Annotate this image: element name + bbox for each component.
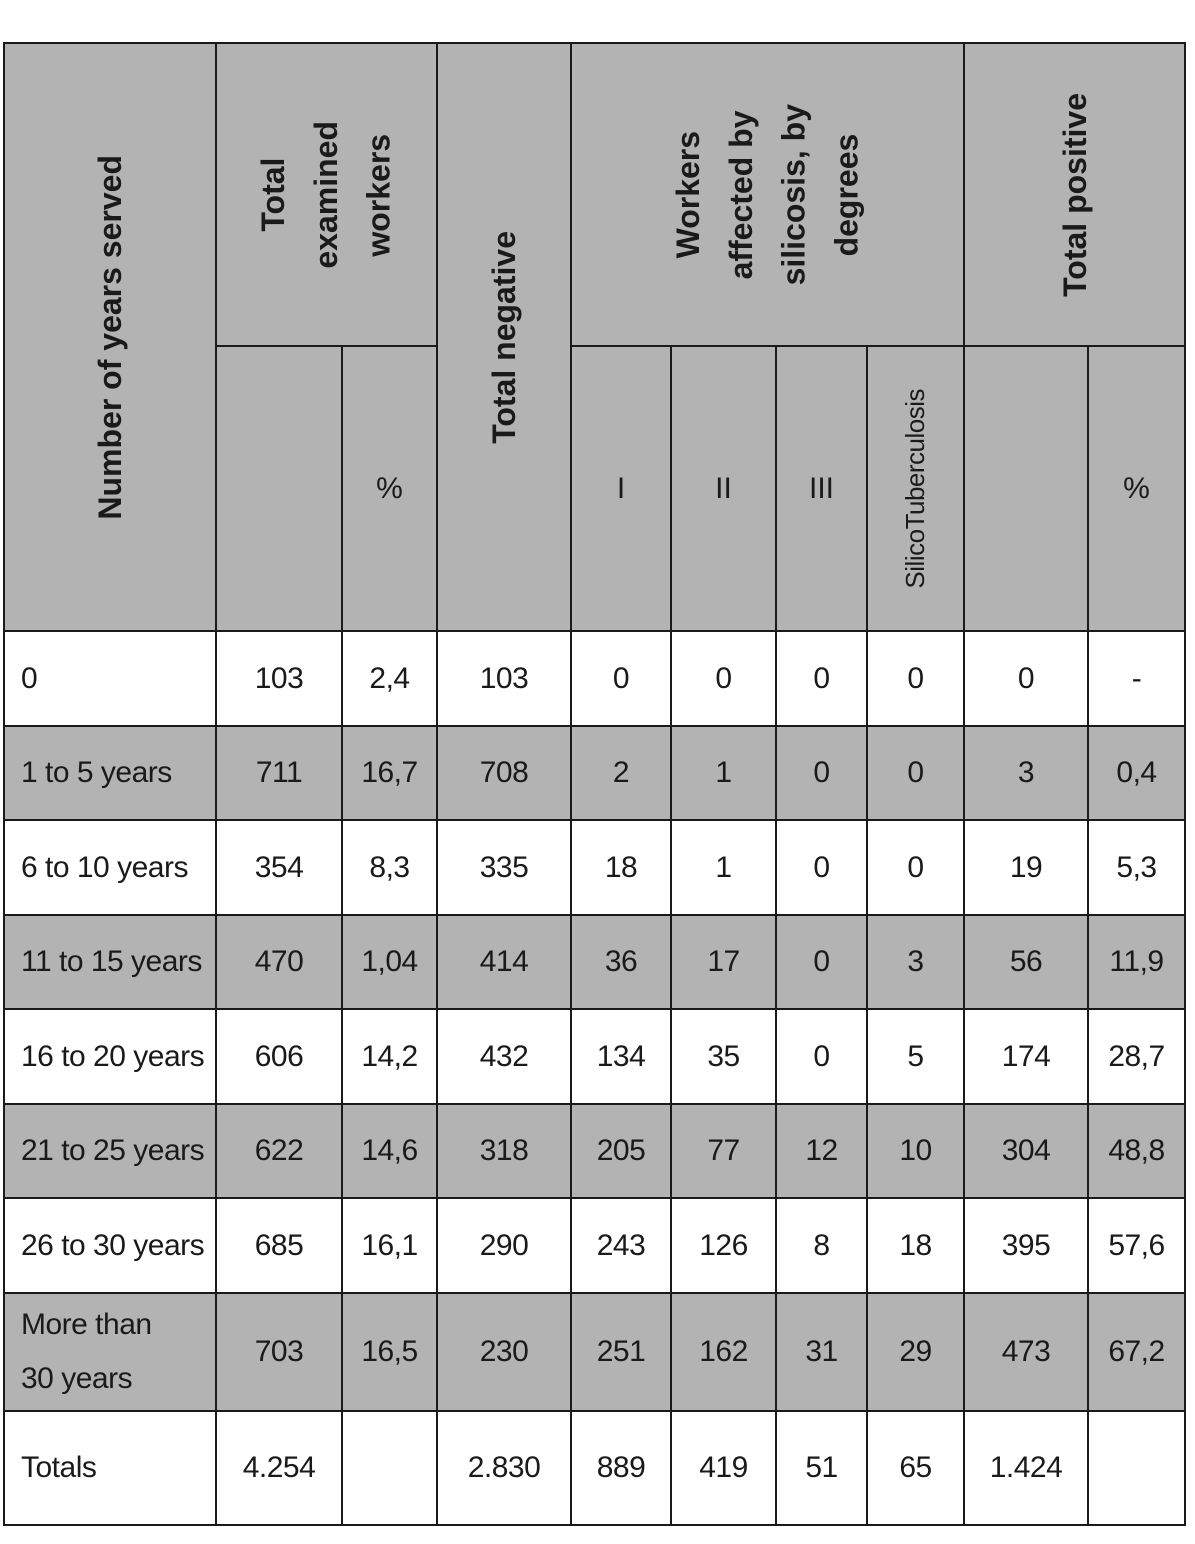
totals-degree-1: 889	[571, 1411, 671, 1525]
cell-examined-pct: 16,5	[342, 1293, 437, 1411]
header-affected-by-degree	[571, 43, 964, 346]
cell-positive-pct: 28,7	[1088, 1009, 1185, 1104]
header-degree-2: II	[671, 346, 776, 631]
cell-degree-1: 36	[571, 915, 671, 1009]
cell-examined-pct: 2,4	[342, 631, 437, 726]
cell-degree-3: 0	[776, 820, 867, 915]
cell-positive: 395	[964, 1198, 1088, 1293]
header-affected-line: affected by	[722, 110, 759, 279]
row-label: 16 to 20 years	[4, 1009, 216, 1104]
table-row	[4, 820, 1185, 915]
table-row	[4, 1009, 1185, 1104]
totals-examined-pct	[342, 1411, 437, 1525]
cell-negative: 318	[437, 1104, 571, 1198]
header-affected-line: Workers	[669, 130, 706, 259]
totals-row	[4, 1411, 1185, 1525]
cell-degree-2: 1	[671, 726, 776, 820]
cell-examined: 711	[216, 726, 342, 820]
table-row	[4, 1293, 1185, 1411]
cell-degree-2: 17	[671, 915, 776, 1009]
cell-degree-1: 0	[571, 631, 671, 726]
cell-negative: 335	[437, 820, 571, 915]
table-row	[4, 1104, 1185, 1198]
cell-examined: 103	[216, 631, 342, 726]
cell-positive-pct: 57,6	[1088, 1198, 1185, 1293]
cell-degree-1: 243	[571, 1198, 671, 1293]
cell-positive-pct: 67,2	[1088, 1293, 1185, 1411]
cell-negative: 414	[437, 915, 571, 1009]
cell-examined-pct: 1,04	[342, 915, 437, 1009]
totals-silicotuberculosis: 65	[867, 1411, 964, 1525]
cell-positive: 473	[964, 1293, 1088, 1411]
cell-positive-pct: 48,8	[1088, 1104, 1185, 1198]
row-label: 21 to 25 years	[4, 1104, 216, 1198]
header-affected-line: silicosis, by	[775, 103, 812, 286]
cell-silicotuberculosis: 29	[867, 1293, 964, 1411]
cell-positive: 56	[964, 915, 1088, 1009]
cell-degree-3: 31	[776, 1293, 867, 1411]
cell-degree-2: 1	[671, 820, 776, 915]
silicosis-table	[3, 42, 1186, 1526]
cell-positive-pct: 11,9	[1088, 915, 1185, 1009]
cell-examined: 354	[216, 820, 342, 915]
header-degree-3: III	[776, 346, 867, 631]
header-total-examined	[216, 43, 437, 346]
header-examined-count	[216, 346, 342, 631]
cell-negative: 708	[437, 726, 571, 820]
header-years-served	[4, 43, 216, 631]
cell-positive: 19	[964, 820, 1088, 915]
table-row	[4, 1198, 1185, 1293]
header-examined-pct: %	[342, 346, 437, 631]
header-total-positive	[964, 43, 1185, 346]
header-years-served-label: Number of years served	[92, 154, 128, 520]
totals-degree-3: 51	[776, 1411, 867, 1525]
cell-positive-pct: 0,4	[1088, 726, 1185, 820]
cell-degree-3: 0	[776, 915, 867, 1009]
cell-degree-1: 205	[571, 1104, 671, 1198]
cell-negative: 230	[437, 1293, 571, 1411]
cell-examined-pct: 14,6	[342, 1104, 437, 1198]
cell-silicotuberculosis: 18	[867, 1198, 964, 1293]
cell-examined-pct: 16,7	[342, 726, 437, 820]
cell-silicotuberculosis: 10	[867, 1104, 964, 1198]
table-row	[4, 726, 1185, 820]
cell-positive: 304	[964, 1104, 1088, 1198]
cell-examined-pct: 8,3	[342, 820, 437, 915]
row-label: 11 to 15 years	[4, 915, 216, 1009]
cell-degree-2: 77	[671, 1104, 776, 1198]
cell-degree-3: 8	[776, 1198, 867, 1293]
cell-degree-3: 0	[776, 631, 867, 726]
cell-silicotuberculosis: 0	[867, 631, 964, 726]
cell-degree-2: 0	[671, 631, 776, 726]
cell-negative: 432	[437, 1009, 571, 1104]
totals-positive: 1.424	[964, 1411, 1088, 1525]
cell-degree-1: 251	[571, 1293, 671, 1411]
cell-degree-2: 126	[671, 1198, 776, 1293]
header-affected-label	[662, 104, 873, 285]
header-positive-pct: %	[1088, 346, 1185, 631]
row-label: More than 30 years	[4, 1293, 216, 1411]
cell-negative: 290	[437, 1198, 571, 1293]
cell-degree-3: 0	[776, 726, 867, 820]
cell-positive: 0	[964, 631, 1088, 726]
totals-label: Totals	[4, 1411, 216, 1525]
cell-silicotuberculosis: 0	[867, 820, 964, 915]
cell-degree-3: 12	[776, 1104, 867, 1198]
cell-positive: 174	[964, 1009, 1088, 1104]
cell-examined: 703	[216, 1293, 342, 1411]
cell-positive-pct: 5,3	[1088, 820, 1185, 915]
cell-degree-1: 134	[571, 1009, 671, 1104]
row-label: 0	[4, 631, 216, 726]
cell-silicotuberculosis: 5	[867, 1009, 964, 1104]
cell-negative: 103	[437, 631, 571, 726]
cell-positive: 3	[964, 726, 1088, 820]
cell-examined: 622	[216, 1104, 342, 1198]
row-label: 6 to 10 years	[4, 820, 216, 915]
totals-examined: 4.254	[216, 1411, 342, 1525]
header-silicotuberculosis-label: SilicoTuberculosis	[900, 388, 931, 589]
cell-degree-2: 35	[671, 1009, 776, 1104]
totals-degree-2: 419	[671, 1411, 776, 1525]
cell-silicotuberculosis: 3	[867, 915, 964, 1009]
table-body	[4, 631, 1185, 1525]
header-affected-line: degrees	[828, 133, 865, 256]
header-total-examined-line: examined	[308, 120, 345, 269]
header-total-examined-line: Total	[255, 157, 292, 232]
cell-degree-1: 18	[571, 820, 671, 915]
cell-examined: 470	[216, 915, 342, 1009]
cell-positive-pct: -	[1088, 631, 1185, 726]
header-total-examined-label	[247, 121, 405, 269]
cell-examined: 606	[216, 1009, 342, 1104]
row-label: 1 to 5 years	[4, 726, 216, 820]
cell-degree-1: 2	[571, 726, 671, 820]
header-silicotuberculosis	[867, 346, 964, 631]
cell-degree-2: 162	[671, 1293, 776, 1411]
totals-negative: 2.830	[437, 1411, 571, 1525]
totals-positive-pct	[1088, 1411, 1185, 1525]
header-total-negative-label: Total negative	[486, 230, 523, 444]
cell-examined-pct: 14,2	[342, 1009, 437, 1104]
header-total-positive-label: Total positive	[1056, 92, 1093, 297]
cell-degree-3: 0	[776, 1009, 867, 1104]
row-label: 26 to 30 years	[4, 1198, 216, 1293]
header-total-negative	[437, 43, 571, 631]
header-positive-count	[964, 346, 1088, 631]
table-row	[4, 631, 1185, 726]
table-header	[4, 43, 1185, 631]
cell-examined-pct: 16,1	[342, 1198, 437, 1293]
header-degree-1: I	[571, 346, 671, 631]
cell-silicotuberculosis: 0	[867, 726, 964, 820]
table-row	[4, 915, 1185, 1009]
cell-examined: 685	[216, 1198, 342, 1293]
header-total-examined-line: workers	[360, 133, 397, 256]
